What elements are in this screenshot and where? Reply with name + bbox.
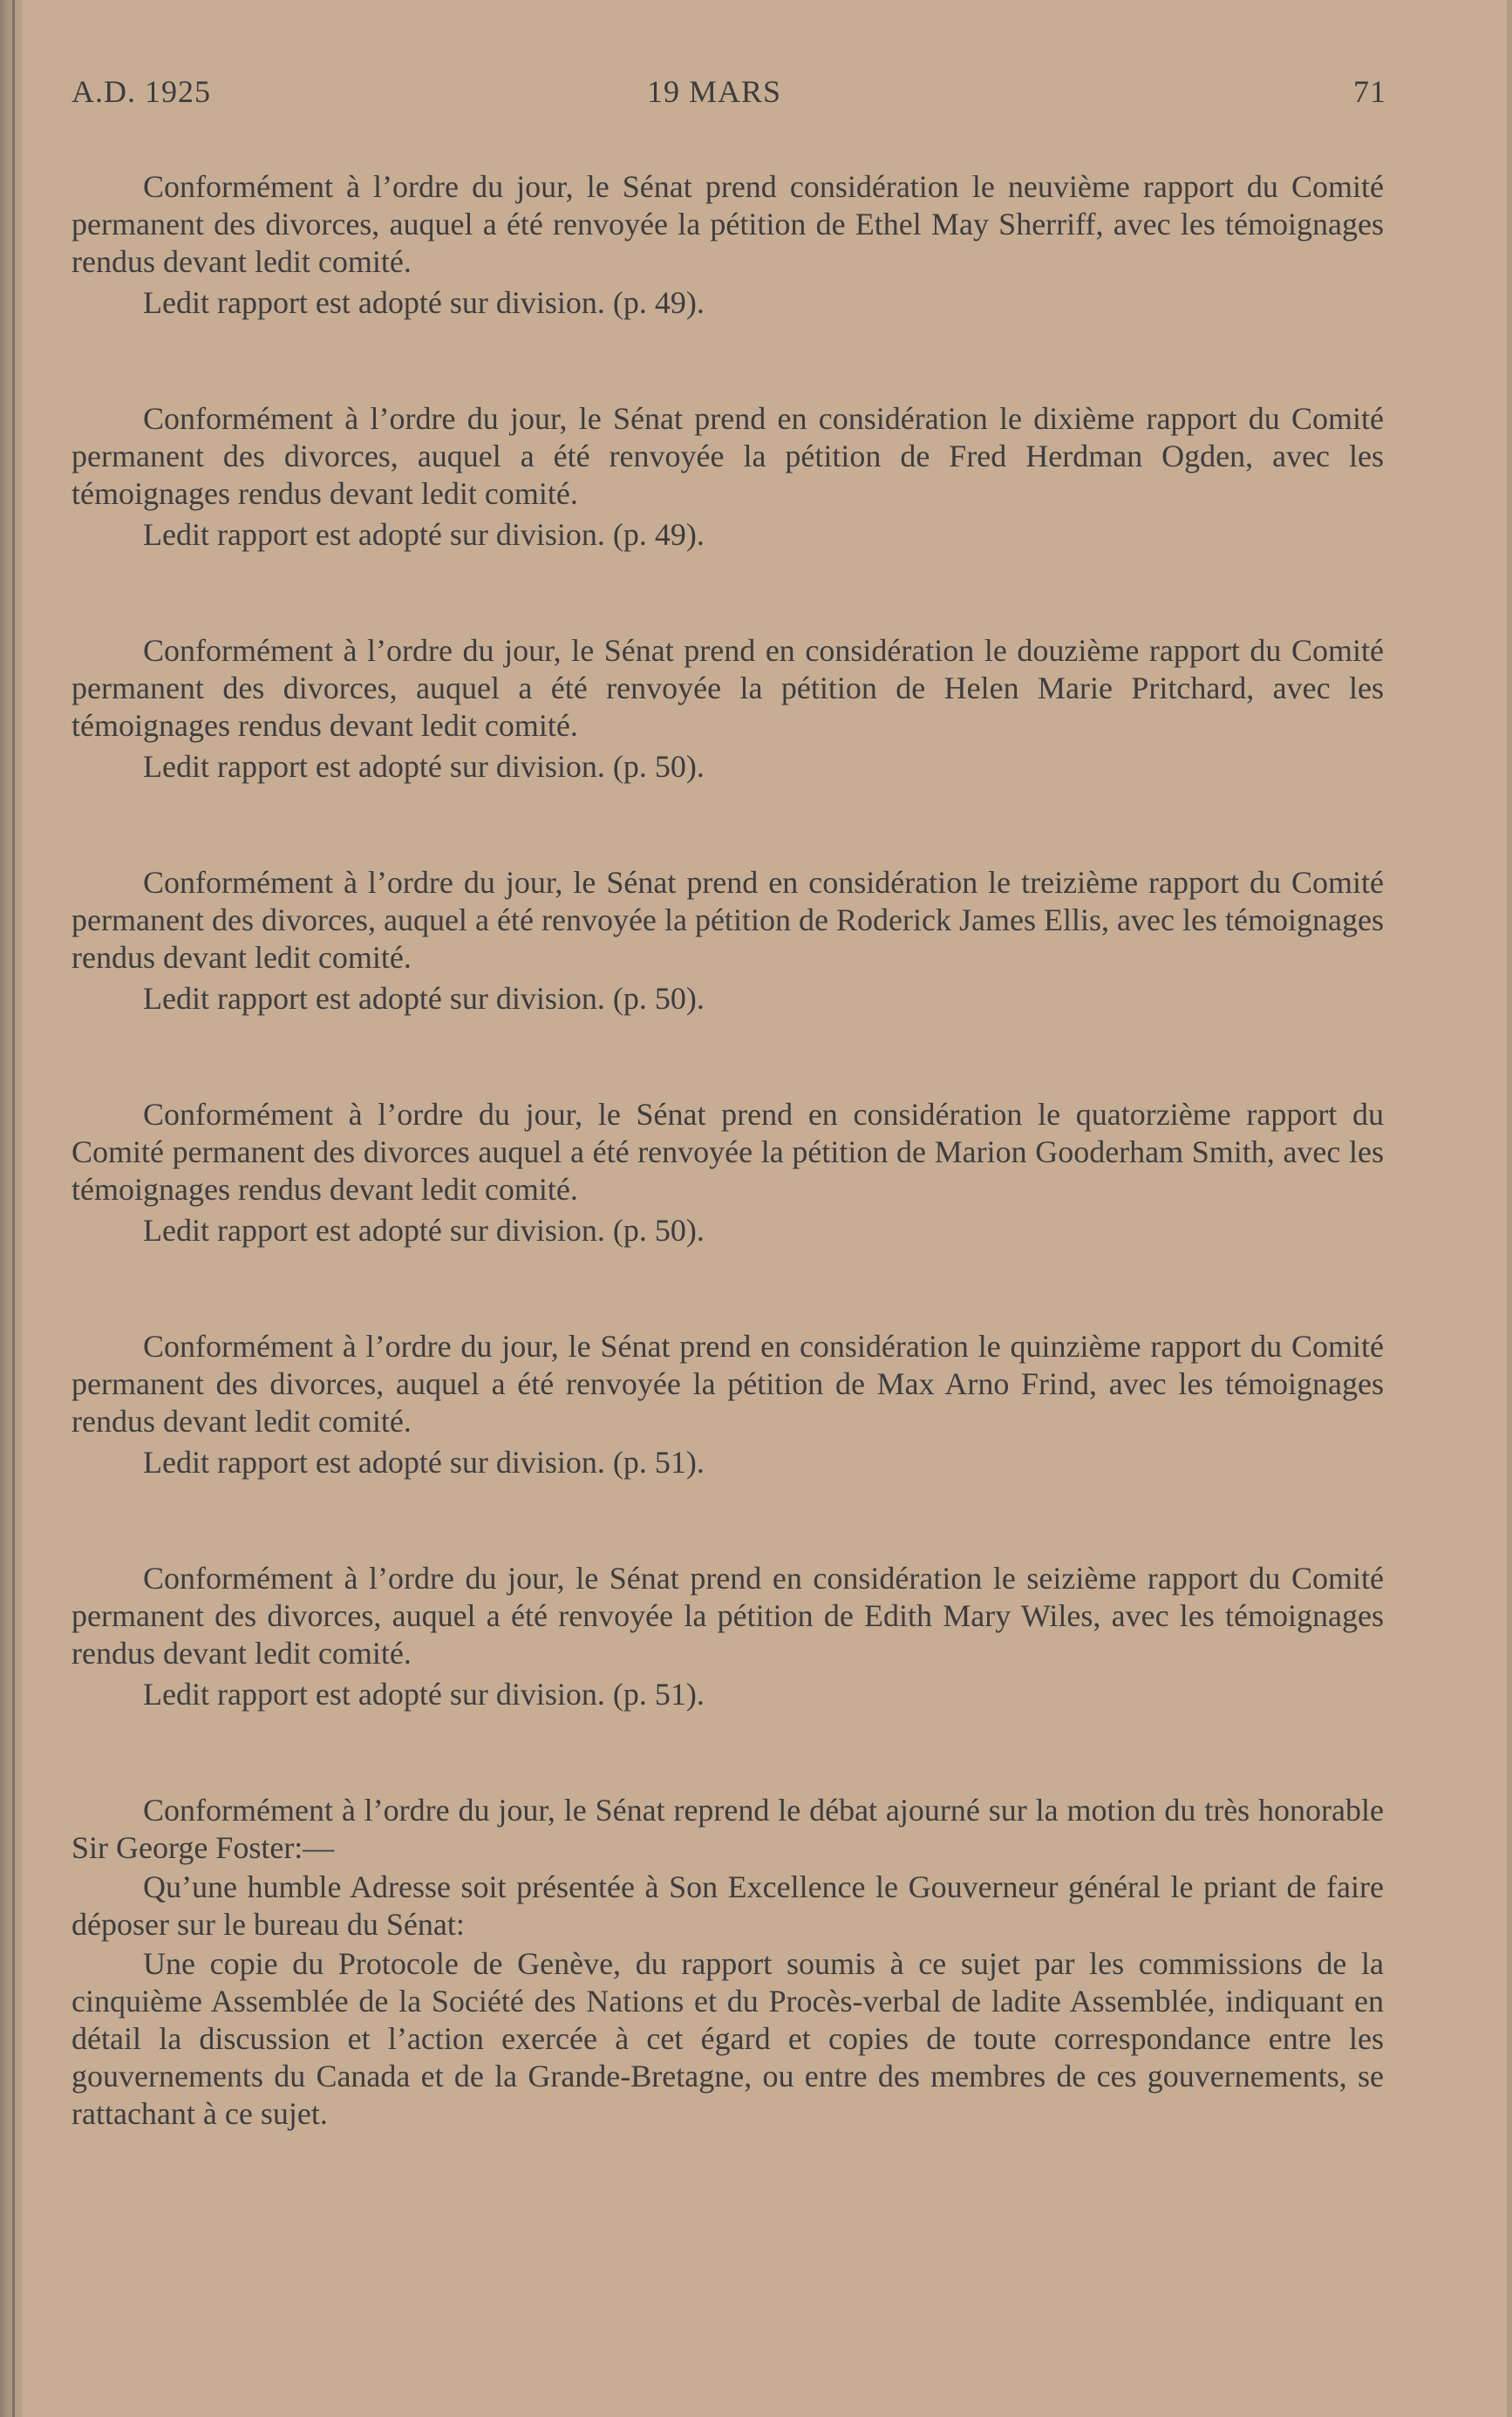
entry-sixteenth-report [72,1560,1384,1713]
entry-adoption: Ledit rapport est adopté sur division. (p. 50). [143,749,705,784]
entry-paragraph: Conformément à l’ordre du jour, le Sénat prend en considération le seizième rapport du Comité permanent des divorces, auquel a été renvoyée la pétition de Edith Mary Wiles, avec les témoignages rendus devant ledit comité. [72,1561,1384,1671]
motion-intro-paragraph: Conformément à l’ordre du jour, le Sénat reprend le débat ajourné sur la motion du très honorable Sir George Foster:— [72,1793,1384,1865]
entry-paragraph: Conformément à l’ordre du jour, le Sénat prend en considération le quinzième rapport du Comité permanent des divorces, auquel a été renvoyée la pétition de Max Arno Frind, avec les témoignages rendus devant ledit comité. [72,1329,1384,1439]
entry-paragraph: Conformément à l’ordre du jour, le Sénat prend en considération le quatorzième rapport du Comité permanent des divorces auquel a été renvoyée la pétition de Marion Gooderham Smith, avec les témoignages rendus devant ledit comité. [72,1097,1384,1207]
entry-adoption: Ledit rapport est adopté sur division. (p. 49). [143,285,705,320]
entry-tenth-report [72,400,1384,554]
binding-edge [0,0,23,2417]
entry-adoption: Ledit rapport est adopté sur division. (p. 50). [143,981,705,1016]
entry-adoption: Ledit rapport est adopté sur division. (p. 51). [143,1445,705,1480]
entry-paragraph: Conformément à l’ordre du jour, le Sénat prend en considération le treizième rapport du Comité permanent des divorces, auquel a été renvoyée la pétition de Roderick James Ellis, avec les témoignages rendus devant ledit comité. [72,865,1384,975]
page-right-edge [1507,0,1512,2417]
entry-adoption: Ledit rapport est adopté sur division. (p. 51). [143,1677,705,1712]
entry-adoption: Ledit rapport est adopté sur division. (p. 49). [143,517,705,552]
entry-paragraph: Conformément à l’ordre du jour, le Sénat prend considération le neuvième rapport du Comité permanent des divorces, auquel a été renvoyée la pétition de Ethel May Sherriff, avec les témoignages rendus devant ledit comité. [72,169,1384,279]
entry-fifteenth-report [72,1328,1384,1481]
entry-thirteenth-report [72,864,1384,1018]
entry-ninth-report [72,168,1384,322]
entry-foster-motion [72,1792,1384,2133]
entry-paragraph: Conformément à l’ordre du jour, le Sénat prend en considération le dixième rapport du Comité permanent des divorces, auquel a été renvoyée la pétition de Fred Herdman Ogden, avec les témoignages rendus devant ledit comité. [72,401,1384,511]
entry-fourteenth-report [72,1096,1384,1249]
header-year: A.D. 1925 [72,74,211,109]
header-date: 19 MARS [647,74,782,109]
entry-paragraph: Conformément à l’ordre du jour, le Sénat prend en considération le douzième rapport du Comité permanent des divorces, auquel a été renvoyée la pétition de Helen Marie Pritchard, avec les témoignages rendus devant ledit comité. [72,633,1384,743]
page-number: 71 [1353,74,1386,109]
entry-adoption: Ledit rapport est adopté sur division. (p. 50). [143,1213,705,1248]
motion-address-paragraph: Qu’une humble Adresse soit présentée à Son Excellence le Gouverneur général le priant de faire déposer sur le bureau du Sénat: [72,1869,1384,1942]
page-header [72,73,1386,117]
entry-twelfth-report [72,632,1384,786]
motion-request-paragraph: Une copie du Protocole de Genève, du rapport soumis à ce sujet par les commissions de la cinquième Assemblée de la Société des Nations et du Procès-verbal de ladite Assemblée, indiquant en détail la discussion et l’action exercée à cet égard et copies de toute correspondance entre les gouvernements du Canada et de la Grande-Bretagne, ou entre des membres de ces gouvernements, se rattachant à ce sujet. [72,1946,1384,2131]
page-body [72,168,1384,2133]
